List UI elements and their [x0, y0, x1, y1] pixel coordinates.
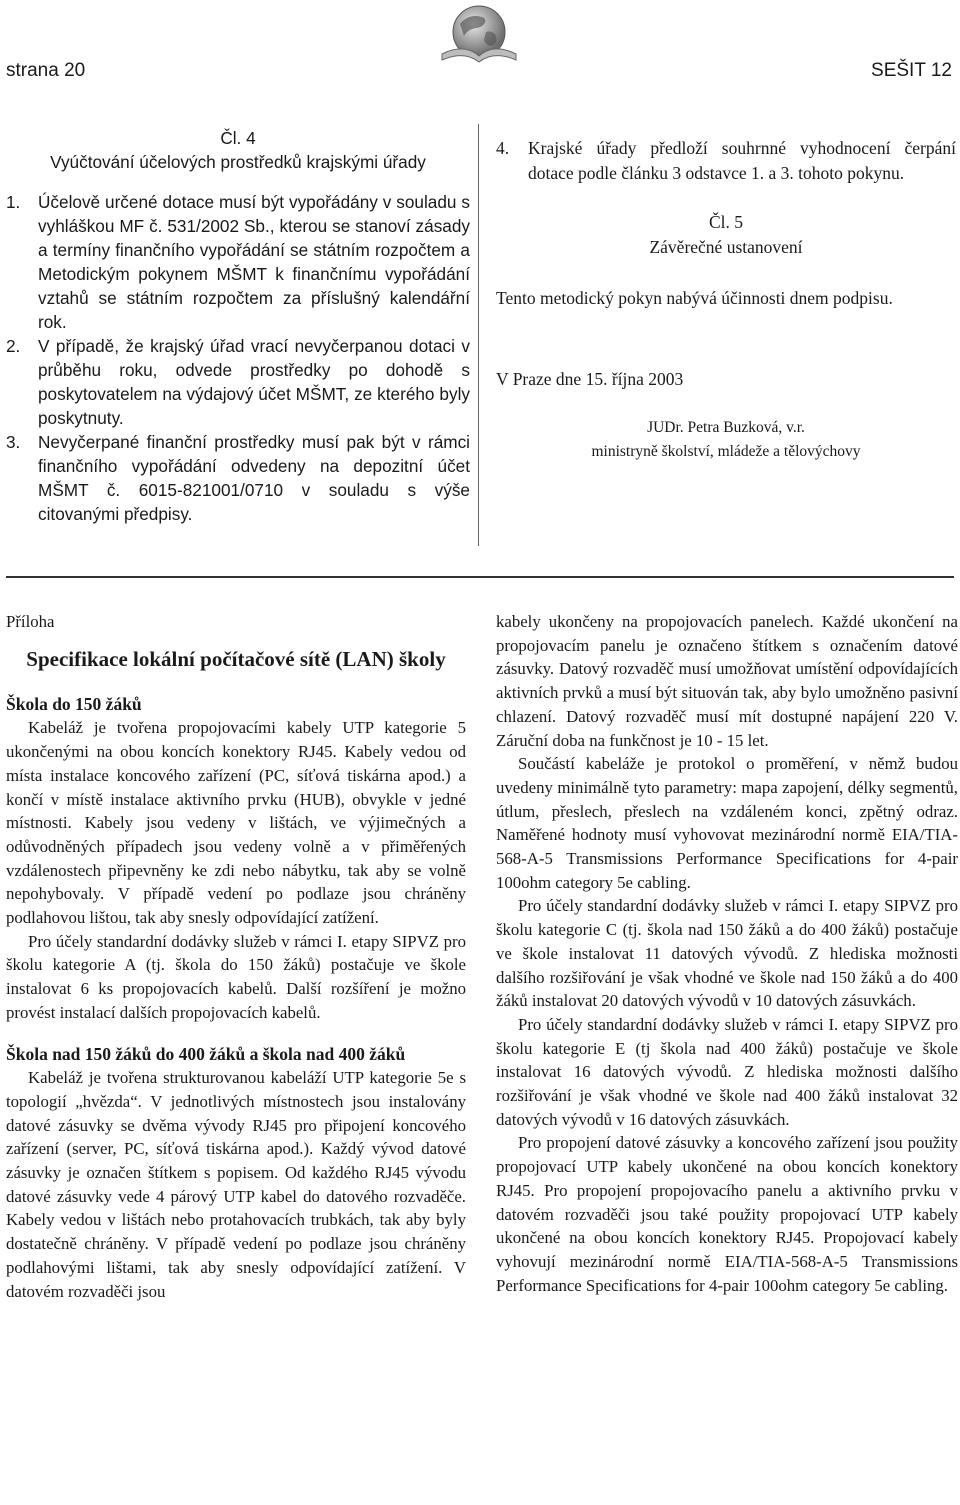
article-4	[6, 126, 470, 526]
paragraph: Pro účely standardní dodávky služeb v rámci I. etapy SIPVZ pro školu kategorie E (tj škola nad 400 žáků) postačuje ve škole instalovat 16 datových vývodů. Z hlediska možnosti dalšího rozšiřování je však vhodné ve škole nad 400 žáků instalovat 32 datových vývodů v 16 datových zásuvkách.	[496, 1014, 958, 1129]
article-5-number: Čl. 5	[708, 212, 744, 232]
item-number: 4.	[496, 138, 510, 158]
article-4-title: Vyúčtování účelových prostředků krajskými úřady	[50, 152, 426, 172]
section-heading: Škola nad 150 žáků do 400 žáků a škola nad 400 žáků	[6, 1043, 406, 1064]
paragraph: Součástí kabeláže je protokol o proměření, v němž budou uvedeny minimálně tyto parametry: mapa zapojení, délky segmentů, útlum, přeslech, přeslech na vzdáleném konci, zpětný odraz. Naměřené hodnoty musí vyhovovat mezinárodní normě EIA/TIA-568-A-5 Transmissions Performance Specifications for 4-pair 100ohm category 5e cabling.	[496, 754, 958, 892]
signatory-role: ministryně školství, mládeže a tělovýchovy	[591, 443, 861, 460]
paragraph: Pro účely standardní dodávky služeb v rámci I. etapy SIPVZ pro školu kategorie C (tj. škola nad 150 žáků a do 400 žáků) postačuje ve škole instalovat 11 datových vývodů. Z hlediska možnosti dalšího rozšiřování je však vhodné ve škole nad 150 žáků a do 400 žáků instalovat 20 datových vývodů v 10 datových zásuvkách.	[496, 896, 958, 1011]
annex-label: Příloha	[6, 612, 55, 631]
signatory-name: JUDr. Petra Buzková, v.r.	[647, 419, 805, 436]
paragraph: Kabeláž je tvořena strukturovanou kabeláží UTP kategorie 5e s topologií „hvězda“. V jednotlivých místnostech jsou instalovány datové zásuvky se dvěma vývody RJ45 pro připojení koncového zařízení (server, PC, síťová tiskárna apod.). Každý vývod datové zásuvky je označen štítkem s popisem. Od každého RJ45 vývodu datové zásuvky vede 4 párový UTP kabel do datového rozvaděče. Kabely vedou v lištách nebo protahovacích trubkách, tak aby byly dostatečně chráněny. V případě vedení po podlaze jsou chráněny podlahovými lištami, tak aby snesly odpovídající zatížení. V datovém rozvaděči jsou	[6, 1068, 466, 1301]
item-text: Krajské úřady předloží souhrnné vyhodnocení čerpání dotace podle článku 3 odstavce 1. a 3. tohoto pokynu.	[528, 138, 956, 183]
place-date: V Praze dne 15. října 2003	[496, 369, 684, 389]
section-heading: Škola do 150 žáků	[6, 693, 142, 714]
article-4-item-2	[6, 334, 470, 430]
paragraph: Pro účely standardní dodávky služeb v rámci I. etapy SIPVZ pro školu kategorie A (tj. škola do 150 žáků) postačuje ve škole instalovat 6 ks propojovacích kabelů. Další rozšíření je možno provést instalací dalších propojovacích kabelů.	[6, 931, 466, 1022]
item-number: 3.	[6, 432, 21, 452]
paragraph: Kabeláž je tvořena propojovacími kabely UTP kategorie 5 ukončenými na obou koncích konektory RJ45. Kabely vedou od místa instalace koncového zařízení (PC, síťová tiskárna apod.) a končí v místě instalace aktivního prvku (HUB), obvykle v jedné místnosti. Kabely jsou vedeny v lištách, ve výjimečných a odůvodněných případech jsou vedeny volně a v přiměřených vzdálenostech připevněny ke zdi nebo nábytku, tak aby se volně nepohybovaly. V případě vedení po podlaze jsou chráněny podlahovou lištou, tak aby snesly odpovídající zatížení.	[6, 718, 466, 928]
annex-left-column	[6, 610, 466, 1303]
article-5-text: Tento metodický pokyn nabývá účinnosti dnem podpisu.	[496, 288, 893, 308]
globe-book-logo-icon	[436, 2, 522, 66]
article-4-item-1	[6, 190, 470, 334]
article-5-title: Závěrečné ustanovení	[649, 237, 803, 257]
paragraph: kabely ukončeny na propojovacích panelech. Každé ukončení na propojovacím panelu je označeno štítkem s označením datové zásuvky. Datový rozvaděč musí umožňovat umístění odpovídajících aktivních prvků a musí být situován tak, aby bylo umožněno pasivní chlazení. Datový rozvaděč musí mít dostupné napájení 220 V. Záruční doba na funkčnost je 10 - 15 let.	[496, 612, 958, 750]
annex-title: Specifikace lokální počítačové sítě (LAN) školy	[26, 646, 446, 671]
annex-right-column	[496, 610, 958, 1297]
item-number: 1.	[6, 192, 21, 212]
issue-number: SEŠIT 12	[871, 60, 952, 81]
page-number: strana 20	[6, 60, 86, 81]
article-4-number: Čl. 4	[220, 128, 256, 148]
column-divider	[478, 124, 479, 546]
paragraph: Pro propojení datové zásuvky a koncového zařízení jsou použity propojovací UTP kabely ukončené na obou koncích konektory RJ45. Pro propojení propojovacího panelu a aktivního prvku v datovém rozvaděči jsou také použity propojovací UTP kabely ukončené na obou koncích konektory RJ45. Propojovací kabely vyhovují mezinárodní normě EIA/TIA-568-A-5 Transmissions Performance Specifications for 4-pair 100ohm category 5e cabling.	[496, 1133, 958, 1295]
item-text: V případě, že krajský úřad vrací nevyčerpanou dotaci v průběhu roku, odvede prostředky po dohodě s poskytovatelem na výdajový účet MŠMT, ze kterého byly poskytnuty.	[38, 336, 470, 428]
article-4-item-4	[496, 136, 956, 186]
section-divider	[6, 576, 954, 578]
item-text: Nevyčerpané finanční prostředky musí pak být v rámci finančního vypořádání odvedeny na depozitní účet MŠMT č. 6015-821001/0710 v souladu s výše citovanými předpisy.	[38, 432, 470, 524]
item-number: 2.	[6, 336, 21, 356]
article-4-item-3	[6, 430, 470, 526]
article-5-column	[496, 136, 956, 464]
item-text: Účelově určené dotace musí být vypořádány v souladu s vyhláškou MF č. 531/2002 Sb., kterou se stanoví zásady a termíny finančního vypořádání se státním rozpočtem a Metodickým pokynem MŠMT k finančnímu vypořádání vztahů se státním rozpočtem za příslušný kalendářní rok.	[38, 192, 470, 332]
